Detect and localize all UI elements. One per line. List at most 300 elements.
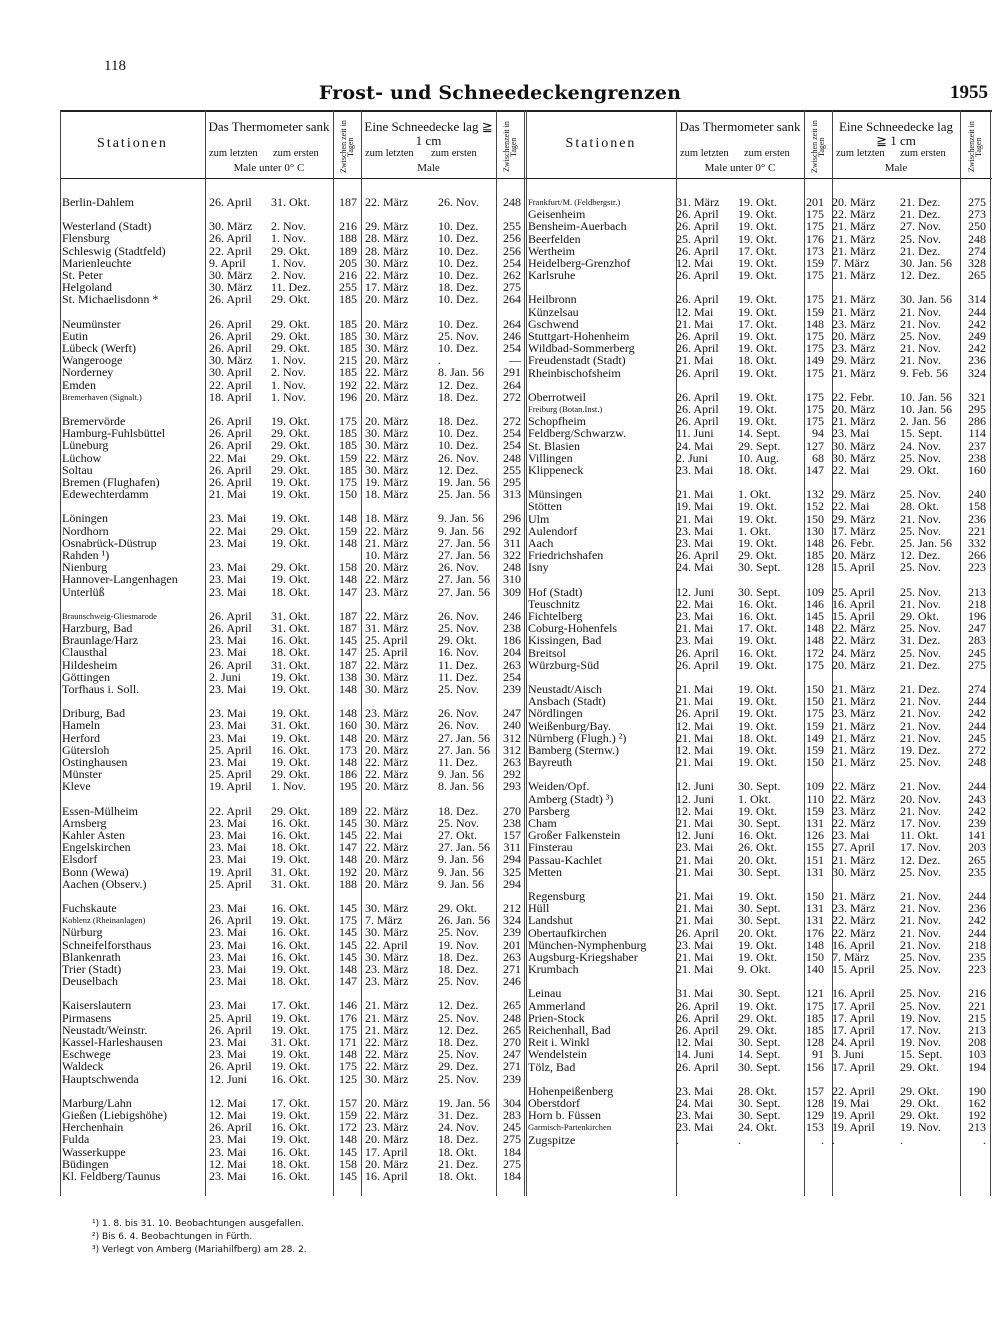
thermo-gap: 91 [812,1047,824,1062]
snow-last: 21. März [832,231,876,246]
thermo-first: 29. Okt. [738,548,777,563]
snow-last: 17. April [832,1023,875,1037]
table-row [526,1061,992,1073]
station-name: Isny [528,560,549,575]
station-name: Helgoland [62,280,112,295]
thermo-last: 22. April [209,803,252,818]
snow-last: 17. März [365,280,409,295]
thermo-gap: 173 [806,243,824,258]
gap2-header-right [960,112,990,178]
thermo-gap: 130 [806,523,824,538]
snow-last: 22. März [832,207,876,222]
station-name: Torfhaus i. Soll. [62,682,140,696]
snow-gap: 237 [968,438,986,453]
station-name: Reit i. Winkl [528,1035,590,1050]
table-row [526,866,992,878]
thermo-first: 19. Okt. [738,694,777,709]
thermo-last: 26. April [676,548,719,563]
thermo-first: 19. Okt. [738,998,777,1013]
snow-first: 26. Nov. [438,706,479,721]
snow-last: 21. März [832,414,876,429]
snow-last: 22. April [832,1083,875,1098]
snow-first: 27. Jan. 56 [438,730,490,745]
snow-last: 22. April [365,937,408,952]
snow-gap: 250 [968,219,986,234]
thermo-first: 16. Okt. [738,609,777,623]
thermo-first: 18. Okt. [738,463,777,477]
snow-gap: 201 [503,937,521,952]
station-name: Elsdorf [62,852,98,867]
station-name: Reichenhall, Bad [528,1023,611,1037]
thermo-gap: 145 [339,633,357,648]
station-name: Aach [528,536,554,550]
station-name: Neumünster [62,316,121,331]
thermo-gap: 131 [806,913,824,928]
thermo-gap: 147 [339,840,357,855]
snow-last: 28. März [365,231,409,246]
thermo-gap: 94 [812,426,824,441]
thermo-first: 29. Okt. [738,1010,777,1025]
station-name: Prien-Stock [528,1010,585,1025]
table-row [60,914,524,926]
table-row [60,293,524,305]
station-name: Nürburg [62,925,103,940]
thermo-first: 29. Okt. [271,560,310,575]
thermo-last: 2. Juni [209,669,242,684]
thermo-first: 26. Okt. [738,840,777,855]
thermo-gap: 192 [339,377,357,392]
table-row [60,196,524,208]
snow-first: 21. Nov. [900,730,941,745]
snow-first: 21. Dez. [900,657,941,672]
snow-first: 10. Dez. [438,426,479,441]
thermo-last: 26. April [209,475,252,489]
thermo-gap: 151 [806,852,824,867]
thermo-first: 17. Okt. [271,998,310,1013]
thermo-first: 19. Okt. [738,633,777,648]
station-name: Koblenz (Rheinanlagen) [62,915,146,926]
snow-first: 18. Dez. [438,962,479,976]
thermo-first: 1. Okt. [738,523,771,538]
thermo-gap: 175 [339,475,357,489]
station-name: Osnabrück-Düstrup [62,535,157,550]
station-name: Kleve [62,779,91,794]
thermo-gap: 126 [806,828,824,843]
snow-gap: 245 [968,645,986,660]
thermo-gap: 148 [806,316,824,331]
snow-first: 29. Okt. [900,1083,939,1098]
station-name: Kl. Feldberg/Taunus [62,1169,161,1183]
thermo-last-label: zum letzten [209,148,258,159]
thermo-first: 19. Okt. [738,219,777,234]
thermo-last: 26. April [209,1022,252,1037]
snow-last: 16. April [832,986,875,1001]
thermo-gap: . [821,1132,824,1147]
snow-last: 31. März [365,621,409,635]
snow-last: 21. März [365,535,409,550]
thermo-first: 1. Nov. [271,231,306,246]
snow-first: 27. Jan. 56 [438,535,490,550]
station-name: Weiden/Opf. [528,779,590,794]
thermo-gap: 185 [806,1010,824,1025]
snow-gap: 244 [968,925,986,940]
thermo-unit: Male unter 0° C [233,162,305,174]
table-row [60,586,524,598]
thermo-last: 26. April [676,207,719,222]
snow-first: 8. Jan. 56 [438,365,484,380]
thermo-last: 26. April [676,414,719,429]
snow-last: 17. März [832,523,876,538]
snow-gap: 254 [503,669,521,684]
station-name: Gießen (Liebigshöhe) [62,1108,167,1122]
table-row [60,561,524,573]
thermo-last: 14. Juni [676,1047,715,1062]
thermo-last: 26. April [676,341,719,356]
thermo-gap: 145 [806,609,824,623]
thermo-last: 23. Mai [676,1120,714,1135]
snow-gap: 114 [968,426,986,441]
table-row [60,732,524,744]
snow-last: 22. Mai [365,828,403,842]
snow-last: 30. März [365,426,409,441]
snow-first: 29. Okt. [438,633,477,648]
snow-gap: 247 [503,1047,521,1062]
thermo-last: 12. Juni [676,828,715,843]
snow-first: 12. Dez. [438,998,479,1013]
snow-first: 26. Jan. 56 [438,913,490,928]
snow-first: 18. Okt. [438,1169,477,1183]
thermo-last: 23. Mai [209,998,247,1013]
thermo-first: 19. Okt. [271,572,310,587]
snow-gap: 238 [503,621,521,635]
thermo-first: 19. Okt. [738,231,777,246]
thermo-first: 19. Okt. [738,365,777,380]
table-row [60,719,524,731]
thermo-gap: 145 [339,828,357,842]
table-row [526,854,992,866]
thermo-last: 23. Mai [209,815,247,830]
station-name: Ulm [528,511,550,526]
snow-last: 30. März [365,438,409,453]
thermo-last: 11. Juni [676,426,714,441]
snow-gap: 141 [968,828,986,843]
snow-first: 21. Nov. [900,511,941,526]
snow-last: 30. März [832,450,876,465]
thermo-gap: 159 [806,743,824,757]
snow-last: 15. April [832,962,875,977]
snow-first: 16. Nov. [438,645,479,660]
thermo-first: 31. Okt. [271,195,310,209]
thermo-last: 23. Mai [676,840,714,855]
table-row [526,695,992,707]
thermo-first: 16. Okt. [271,742,310,757]
snow-gap: 254 [503,438,521,453]
snow-first: 12. Dez. [900,548,941,563]
table-row [526,245,992,257]
snow-first: 9. Jan. 56 [438,767,484,782]
gap-header-left [333,112,361,178]
thermo-last: 23. Mai [209,1144,247,1159]
snow-unit-right: Male [884,162,908,174]
table-row [60,853,524,865]
snow-gap: 325 [503,864,521,879]
table-row [60,391,524,403]
snow-first: 21. Nov. [900,316,941,331]
station-name: Edewechterdamm [62,487,149,502]
station-name: Nürnberg (Flugh.) ²) [528,730,627,745]
snow-first: 27. Jan. 56 [438,742,490,757]
snow-gap: 246 [503,974,521,989]
thermo-first: 31. Okt. [271,718,310,733]
snow-gap: 244 [968,304,986,319]
thermo-gap: 131 [806,901,824,916]
table-row [526,720,992,732]
thermo-first: 18. Okt. [738,353,777,368]
snow-gap: 311 [503,840,521,855]
thermo-gap: 176 [339,1010,357,1025]
thermo-gap: 150 [806,694,824,709]
snow-first: 17. Nov. [900,840,941,855]
stations-header-right: Stationen [565,136,637,151]
station-name: Essen-Mülheim [62,803,138,818]
stations-header-left: Stationen [97,136,168,151]
station-name: Schopfheim [528,414,586,429]
thermo-first: 9. Okt. [738,962,771,977]
snow-gap: 184 [503,1144,521,1159]
station-name: Unterlüß [62,584,105,599]
thermo-first: . [738,1132,741,1147]
thermo-last: 2. Juni [676,450,709,465]
snow-gap: 254 [503,341,521,355]
snow-last: 21. März [832,852,876,867]
table-row [526,817,992,829]
thermo-first: 19. Okt. [738,718,777,733]
snow-first: 17. Nov. [900,816,941,830]
table-row [60,975,524,987]
thermo-gap: 175 [806,414,824,429]
thermo-last: 26. April [209,316,252,331]
thermo-gap: 153 [806,1120,824,1135]
station-name: Wendelstein [528,1047,588,1062]
table-row [60,476,524,488]
gap2-label: Zwischenzeit in Tagen [502,121,518,173]
table-row [60,1048,524,1060]
snow-gap: 204 [503,645,521,660]
snow-last: 19. April [832,1120,875,1135]
snow-gap: 242 [968,913,986,928]
snow-first: 21. Nov. [900,803,941,818]
snow-gap: 273 [968,207,986,222]
thermo-first: 19. Okt. [271,852,310,867]
snow-first: 25. Nov. [438,925,479,940]
table-row [60,951,524,963]
thermo-first: 19. Okt. [271,962,310,976]
station-name: Münster [62,767,102,782]
station-name: Eschwege [62,1047,111,1062]
thermo-first: 19. Okt. [738,950,777,964]
table-row [526,1036,992,1048]
station-name: Leinau [528,986,562,1001]
snow-last: 30. März [365,718,409,733]
thermo-last: 21. Mai [209,487,247,502]
thermo-gap: 147 [806,463,824,477]
thermo-last: 26. April [209,608,252,623]
snow-last: 30. März [365,925,409,940]
thermo-gap: 185 [806,1023,824,1037]
table-row [60,427,524,439]
snow-first: 12. Dez. [438,1022,479,1037]
station-name: Hauptschwenda [62,1071,139,1086]
snow-last: 21. März [832,268,876,283]
thermo-gap: 159 [339,523,357,538]
thermo-first: 19. Okt. [271,535,310,550]
snow-last: 22. März [365,755,409,769]
station-name: Villingen [528,450,573,465]
thermo-last: 26. April [209,195,252,209]
thermo-gap: 156 [806,1059,824,1074]
snow-gap: 244 [968,694,986,709]
table-row [60,622,524,634]
snow-first: 15. Sept. [900,426,943,441]
thermo-last: 21. Mai [676,487,714,502]
station-name: München-Nymphenburg [528,937,647,952]
snow-first: 25. Nov. [900,864,941,879]
thermo-gap: 127 [806,438,824,453]
thermo-last: 21. Mai [676,852,714,867]
snow-last: 22. Mai [832,463,870,477]
snow-gap: 186 [503,633,521,648]
thermo-last: 22. Mai [209,450,247,465]
table-row [60,245,524,257]
thermo-last: 21. Mai [676,816,714,830]
thermo-last: 12. Mai [209,1108,247,1122]
snow-gap: 263 [503,755,521,769]
snow-gap: 160 [968,463,986,477]
snow-gap: 236 [968,353,986,368]
snow-gap: 243 [968,791,986,806]
snow-last: 22. Mai [832,499,870,514]
thermo-gap: 176 [806,231,824,246]
thermo-gap: 192 [339,864,357,879]
station-name: Büdingen [62,1156,109,1171]
station-name: Landshut [528,913,573,928]
thermo-gap: 148 [339,755,357,769]
thermo-first: 19. Okt. [738,657,777,672]
thermo-first: 30. Sept. [738,901,781,916]
snow-last: 20. März [365,292,409,307]
snow-first: 17. Nov. [900,1023,941,1037]
snow-first: 26. Nov. [438,608,479,623]
snow-last: 21. März [832,243,876,258]
thermo-first: 19. Okt. [738,341,777,356]
table-row [60,671,524,683]
thermo-last: 26. April [209,462,252,477]
snow-gap: 244 [968,889,986,903]
thermo-last: 23. Mai [209,1047,247,1062]
thermo-gap: 128 [806,560,824,575]
page-year: 1955 [950,82,988,103]
station-name: Teuschnitz [528,596,580,611]
thermo-gap: 176 [806,925,824,940]
table-row [526,403,992,415]
table-row [526,306,992,318]
snow-last: 24. März [832,645,876,660]
snow-gap: 275 [503,280,521,295]
thermo-last: 30. März [209,353,253,368]
snow-last: 20. März [365,852,409,867]
table-row [526,963,992,975]
thermo-first: 30. Sept. [738,986,781,1001]
thermo-last: 26. April [209,426,252,441]
snow-last: 20. März [832,548,876,563]
snow-last: 20. März [365,864,409,879]
snow-first: 25. Nov. [900,755,941,770]
snow-gap: 275 [968,657,986,672]
table-row [526,233,992,245]
snow-gap: 254 [503,426,521,441]
table-row [60,780,524,792]
station-name: Gütersloh [62,742,110,757]
table-row [60,318,524,330]
table-row [526,513,992,525]
snow-first: 19. Jan. 56 [438,475,490,489]
snow-gap: 322 [503,548,521,562]
snow-gap: 248 [968,755,986,770]
thermo-first: 19. Okt. [738,706,777,721]
thermo-last: 23. Mai [209,937,247,952]
snow-gap: 248 [503,560,521,575]
snow-last: 18. März [365,487,409,502]
table-row [526,707,992,719]
snow-first: 19. Nov. [438,937,479,952]
snow-gap: 248 [503,1010,521,1025]
snow-gap: 239 [503,682,521,696]
snow-gap: 248 [968,231,986,246]
snow-last: 22. März [832,913,876,928]
thermo-last: . [676,1132,679,1147]
thermo-first: 17. Okt. [738,316,777,331]
snow-gap: 266 [968,548,986,563]
table-row [526,780,992,792]
thermo-first: 19. Okt. [738,389,777,404]
table-row [60,220,524,232]
thermo-gap: 175 [339,1022,357,1037]
table-row [526,525,992,537]
table-row [60,1158,524,1170]
snow-gap: 103 [968,1047,986,1062]
gap2-header-left [496,112,524,178]
thermo-last: 26. April [209,231,252,246]
station-name: Pirmasens [62,1010,112,1025]
thermo-last: 22. Mai [209,523,247,538]
snow-first: 19. Jan. 56 [438,1095,490,1110]
snow-gap: 283 [968,633,986,648]
station-name: Engelskirchen [62,840,131,855]
snow-last: 30. März [365,341,409,355]
snow-first: 21. Nov. [900,341,941,356]
thermo-gap: 175 [806,341,824,356]
snow-first: 18. Dez. [438,389,479,404]
snow-last: 22. März [365,365,409,380]
thermo-gap: 158 [339,1156,357,1171]
snow-first: 25. Nov. [438,1010,479,1025]
table-row [60,330,524,342]
table-row [60,1073,524,1085]
thermo-last: 9. April [209,255,246,270]
thermo-first: 16. Okt. [271,925,310,940]
thermo-last: 18. April [209,389,252,404]
table-row [526,829,992,841]
